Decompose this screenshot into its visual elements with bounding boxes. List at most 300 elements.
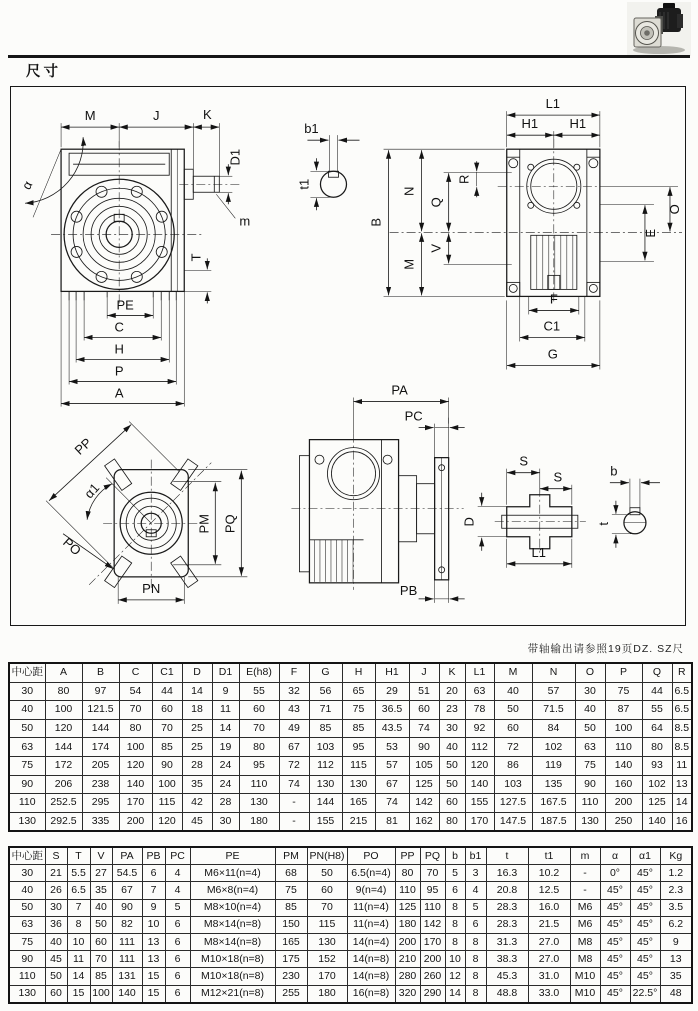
- table-cell: 131: [112, 968, 142, 985]
- table-cell: 90: [112, 899, 142, 916]
- table-cell: 6.5: [67, 882, 90, 899]
- table-cell: 56: [309, 682, 342, 701]
- table-cell: 112: [309, 756, 342, 775]
- divider-line: [8, 55, 690, 58]
- table-cell: 57: [375, 756, 409, 775]
- table-cell: 60: [307, 882, 347, 899]
- header-cell: t1: [528, 847, 570, 865]
- table-cell: 74: [409, 719, 439, 738]
- table-cell: M10×18(n=8): [190, 968, 275, 985]
- table-cell: 9(n=4): [347, 882, 395, 899]
- table-cell: 71: [309, 701, 342, 720]
- table-cell: 200: [605, 794, 642, 813]
- table-cell: 16(n=8): [347, 985, 395, 1003]
- table-cell: 43: [279, 701, 309, 720]
- table-cell: 63: [9, 738, 45, 757]
- table-cell: 4: [165, 882, 190, 899]
- table-cell: 32: [279, 682, 309, 701]
- header-cell: F: [279, 663, 309, 682]
- table-cell: 110: [605, 738, 642, 757]
- table-cell: 31.0: [528, 968, 570, 985]
- table-cell: 95: [342, 738, 375, 757]
- table-cell: 172: [45, 756, 82, 775]
- dim-label-b: b: [610, 463, 618, 479]
- table-cell: 112: [465, 738, 494, 757]
- table-cell: 165: [342, 794, 375, 813]
- table-cell: 27: [90, 865, 112, 882]
- dim-label-E: E: [642, 228, 658, 238]
- dim-label-A: A: [114, 385, 124, 401]
- table-cell: 0°: [600, 865, 630, 882]
- table-cell: M8×10(n=4): [190, 899, 275, 916]
- table-cell: 48: [660, 985, 692, 1003]
- table-cell: 22.5°: [630, 985, 660, 1003]
- table-cell: 142: [420, 916, 445, 933]
- table-row: [9, 951, 692, 968]
- dim-label-alpha1: α1: [81, 480, 103, 502]
- table-cell: 71.5: [532, 701, 575, 720]
- table-cell: 45°: [600, 882, 630, 899]
- dimension-table-2: [8, 846, 693, 1004]
- table-cell: 70: [152, 719, 182, 738]
- dim-label-D: D: [461, 517, 477, 527]
- table-cell: 100: [90, 985, 112, 1003]
- table-cell: 111: [112, 933, 142, 950]
- table-cell: 110: [9, 794, 45, 813]
- table-cell: 150: [275, 916, 307, 933]
- table-cell: 127.5: [494, 794, 532, 813]
- table-cell: 27.0: [528, 933, 570, 950]
- table-cell: 6.5: [672, 682, 692, 701]
- table-cell: 64: [642, 719, 672, 738]
- table-cell: 21: [45, 865, 67, 882]
- table-cell: 6: [165, 933, 190, 950]
- table-cell: 255: [275, 985, 307, 1003]
- header-cell: PQ: [420, 847, 445, 865]
- dim-label-R: R: [456, 174, 472, 184]
- table-cell: 50: [439, 756, 465, 775]
- table-cell: 28: [182, 756, 212, 775]
- table-cell: 95: [420, 882, 445, 899]
- header-cell: H: [342, 663, 375, 682]
- table-cell: 72: [279, 756, 309, 775]
- header-cell: N: [532, 663, 575, 682]
- input-shaft-section-detail: [296, 121, 359, 210]
- table-cell: 20.8: [486, 882, 528, 899]
- table-cell: 14: [182, 682, 212, 701]
- table-cell: 175: [275, 951, 307, 968]
- table-cell: 26: [45, 882, 67, 899]
- table-cell: 103: [309, 738, 342, 757]
- table-cell: M8: [570, 933, 600, 950]
- dim-label-F: F: [549, 291, 558, 307]
- table-cell: M10: [570, 968, 600, 985]
- table-cell: M12×21(n=8): [190, 985, 275, 1003]
- table-cell: M6: [570, 899, 600, 916]
- table-cell: 45°: [600, 916, 630, 933]
- table-cell: 13: [672, 775, 692, 794]
- header-cell: Kg: [660, 847, 692, 865]
- table-cell: 13: [142, 951, 165, 968]
- dim-label-M-side: M: [401, 258, 417, 270]
- table-cell: 205: [82, 756, 119, 775]
- table-cell: 85: [152, 738, 182, 757]
- table-cell: M10×18(n=8): [190, 951, 275, 968]
- dim-label-PA: PA: [391, 382, 408, 398]
- table-cell: 40: [575, 701, 605, 720]
- table-cell: 230: [275, 968, 307, 985]
- table-cell: 28.3: [486, 916, 528, 933]
- dim-label-T: T: [188, 253, 204, 262]
- table-cell: 125: [395, 899, 420, 916]
- table-cell: 54: [119, 682, 152, 701]
- header-cell: α1: [630, 847, 660, 865]
- table-cell: 125: [642, 794, 672, 813]
- table-cell: 75: [342, 701, 375, 720]
- table-cell: 30: [439, 719, 465, 738]
- table-cell: 30: [212, 812, 239, 831]
- table-cell: -: [570, 865, 600, 882]
- header-cell: K: [439, 663, 465, 682]
- table-cell: 260: [420, 968, 445, 985]
- header-cell: T: [67, 847, 90, 865]
- table-cell: 31.3: [486, 933, 528, 950]
- mount-side-view: [291, 383, 464, 603]
- table-cell: 130: [342, 775, 375, 794]
- table-cell: 8: [465, 951, 486, 968]
- table-cell: 25: [182, 719, 212, 738]
- dim-label-b1: b1: [304, 121, 319, 137]
- table-cell: 100: [119, 738, 152, 757]
- dim-label-J: J: [152, 108, 160, 124]
- table-cell: 45°: [600, 968, 630, 985]
- table-cell: 100: [605, 719, 642, 738]
- table-cell: 6: [142, 865, 165, 882]
- table-cell: 40: [439, 738, 465, 757]
- table-cell: 200: [420, 951, 445, 968]
- table-cell: M6×8(n=4): [190, 882, 275, 899]
- table-cell: 8: [465, 933, 486, 950]
- table-cell: 45°: [630, 951, 660, 968]
- table-row: [9, 682, 692, 701]
- table-cell: 36: [45, 916, 67, 933]
- table-cell: 70: [420, 865, 445, 882]
- table-cell: -: [279, 794, 309, 813]
- dim-label-PN: PN: [142, 580, 161, 596]
- header-cell: m: [570, 847, 600, 865]
- dim-label-PB: PB: [399, 582, 418, 598]
- side-view: [369, 96, 682, 369]
- table-cell: 67: [112, 882, 142, 899]
- dim-label-S-right: S: [553, 469, 563, 485]
- table-cell: 50: [45, 968, 67, 985]
- header-cell: A: [45, 663, 82, 682]
- table-cell: 13: [660, 951, 692, 968]
- table-cell: M6: [570, 916, 600, 933]
- table-cell: 200: [395, 933, 420, 950]
- table-row: [9, 968, 692, 985]
- header-cell: B: [82, 663, 119, 682]
- table-cell: 152: [307, 951, 347, 968]
- table-cell: 110: [420, 899, 445, 916]
- header-cell: PM: [275, 847, 307, 865]
- dim-label-K: K: [202, 107, 212, 123]
- table-cell: 120: [45, 719, 82, 738]
- table-cell: 30: [9, 682, 45, 701]
- drawing-panel: [10, 86, 686, 626]
- table-cell: 24: [212, 756, 239, 775]
- table-cell: 11: [67, 951, 90, 968]
- table-cell: 6: [165, 968, 190, 985]
- table-cell: 2.3: [660, 882, 692, 899]
- table-cell: 147.5: [494, 812, 532, 831]
- header-cell: PO: [347, 847, 395, 865]
- table-cell: 120: [152, 812, 182, 831]
- table-cell: 5: [465, 899, 486, 916]
- table-cell: 51: [409, 682, 439, 701]
- table-cell: 90: [9, 775, 45, 794]
- table-cell: 38.3: [486, 951, 528, 968]
- header-cell: O: [575, 663, 605, 682]
- header-cell: 中心距: [9, 847, 45, 865]
- table-cell: 70: [307, 899, 347, 916]
- table-cell: 20: [439, 682, 465, 701]
- table-cell: 45°: [600, 933, 630, 950]
- table-cell: 14: [672, 794, 692, 813]
- header-cell: E(h8): [239, 663, 279, 682]
- table-cell: 35: [90, 882, 112, 899]
- table-cell: 15: [67, 985, 90, 1003]
- technical-drawing: [11, 87, 685, 625]
- table-cell: 65: [342, 682, 375, 701]
- table-cell: 60: [494, 719, 532, 738]
- dim-label-PO: PO: [60, 534, 85, 559]
- table-cell: 167.5: [532, 794, 575, 813]
- table-cell: 44: [642, 682, 672, 701]
- table-row: [9, 794, 692, 813]
- table-cell: 40: [45, 933, 67, 950]
- table-cell: 60: [90, 933, 112, 950]
- table-cell: 110: [395, 882, 420, 899]
- table-cell: 210: [395, 951, 420, 968]
- table-cell: 155: [309, 812, 342, 831]
- table-row: [9, 916, 692, 933]
- table-cell: 111: [112, 951, 142, 968]
- table-cell: 57: [532, 682, 575, 701]
- table-cell: 125: [409, 775, 439, 794]
- table-cell: 130: [9, 985, 45, 1003]
- header-cell: 中心距: [9, 663, 45, 682]
- dim-label-t1: t1: [296, 178, 312, 190]
- table-cell: 144: [309, 794, 342, 813]
- table-cell: 45°: [630, 899, 660, 916]
- dim-label-N: N: [401, 186, 417, 196]
- table-cell: 290: [420, 985, 445, 1003]
- table-cell: 102: [532, 738, 575, 757]
- table-cell: 85: [309, 719, 342, 738]
- header-cell: P: [605, 663, 642, 682]
- table-cell: 82: [112, 916, 142, 933]
- table-cell: 10.2: [528, 865, 570, 882]
- dim-label-S-left: S: [519, 453, 529, 469]
- table-cell: 206: [45, 775, 82, 794]
- table-cell: 45°: [600, 899, 630, 916]
- table-cell: 25: [182, 738, 212, 757]
- table-cell: 14: [445, 985, 465, 1003]
- table-cell: 16.0: [528, 899, 570, 916]
- table-cell: 320: [395, 985, 420, 1003]
- table-cell: M8: [570, 951, 600, 968]
- table-cell: 45°: [630, 933, 660, 950]
- dim-label-t: t: [595, 521, 611, 526]
- table-header-row: [9, 663, 692, 682]
- table-cell: 119: [532, 756, 575, 775]
- header-cell: b1: [465, 847, 486, 865]
- table-cell: 49: [279, 719, 309, 738]
- table-cell: 50: [494, 701, 532, 720]
- table-cell: 180: [395, 916, 420, 933]
- table-cell: 100: [45, 701, 82, 720]
- table-cell: 102: [642, 775, 672, 794]
- table-cell: 60: [152, 701, 182, 720]
- table-cell: 97: [82, 682, 119, 701]
- dim-label-L1-shaft: L1: [531, 544, 547, 560]
- dim-label-B: B: [368, 217, 384, 227]
- table-cell: 45.3: [486, 968, 528, 985]
- table-cell: 5: [445, 865, 465, 882]
- table-cell: 7: [67, 899, 90, 916]
- table-cell: 78: [465, 701, 494, 720]
- table-cell: 335: [82, 812, 119, 831]
- table-cell: 63: [465, 682, 494, 701]
- table-cell: 250: [605, 812, 642, 831]
- table-cell: 67: [279, 738, 309, 757]
- table-cell: 12.5: [528, 882, 570, 899]
- header-cell: PC: [165, 847, 190, 865]
- header-cell: D: [182, 663, 212, 682]
- table-row: [9, 775, 692, 794]
- table-cell: 35: [660, 968, 692, 985]
- table-cell: 140: [465, 775, 494, 794]
- dim-label-H1-right: H1: [569, 116, 587, 132]
- table-cell: 12: [445, 968, 465, 985]
- table-cell: 95: [239, 756, 279, 775]
- table-cell: 162: [409, 812, 439, 831]
- table-cell: 10: [142, 916, 165, 933]
- table-cell: 144: [45, 738, 82, 757]
- table-cell: 75: [605, 682, 642, 701]
- table-cell: 55: [239, 682, 279, 701]
- table-cell: 53: [375, 738, 409, 757]
- table-cell: 130: [309, 775, 342, 794]
- table-cell: 50: [9, 719, 45, 738]
- table-row: [9, 812, 692, 831]
- table-cell: 200: [119, 812, 152, 831]
- table-cell: 86: [494, 756, 532, 775]
- table-cell: 6: [165, 985, 190, 1003]
- table-cell: 11: [212, 701, 239, 720]
- table-cell: 9: [660, 933, 692, 950]
- table-cell: 1.2: [660, 865, 692, 882]
- page-title: 尺寸: [26, 64, 61, 80]
- table-cell: 80: [439, 812, 465, 831]
- table-cell: 74: [279, 775, 309, 794]
- header-cell: J: [409, 663, 439, 682]
- table-cell: 215: [342, 812, 375, 831]
- header-cell: b: [445, 847, 465, 865]
- header-cell: C1: [152, 663, 182, 682]
- table-cell: 45°: [630, 916, 660, 933]
- table-cell: 45°: [600, 951, 630, 968]
- table-cell: 45: [182, 812, 212, 831]
- table-row: [9, 933, 692, 950]
- table-cell: 10: [67, 933, 90, 950]
- table-cell: 50: [307, 865, 347, 882]
- dim-label-O: O: [666, 204, 682, 215]
- table-cell: 50: [9, 899, 45, 916]
- table-cell: 29: [375, 682, 409, 701]
- table-cell: 140: [119, 775, 152, 794]
- table-cell: 8: [465, 985, 486, 1003]
- header-cell: D1: [212, 663, 239, 682]
- front-view: [19, 107, 251, 406]
- table-cell: 45°: [630, 865, 660, 882]
- table-cell: 115: [152, 794, 182, 813]
- table-cell: M8×14(n=8): [190, 916, 275, 933]
- table-row: [9, 719, 692, 738]
- table-cell: 60: [45, 985, 67, 1003]
- table-cell: 15: [142, 968, 165, 985]
- table-cell: 180: [307, 985, 347, 1003]
- table-cell: 3.5: [660, 899, 692, 916]
- header-cell: V: [90, 847, 112, 865]
- table-cell: 28.3: [486, 899, 528, 916]
- table-cell: 155: [465, 794, 494, 813]
- dim-label-m: m: [239, 213, 251, 229]
- table-cell: 80: [239, 738, 279, 757]
- table-cell: 295: [82, 794, 119, 813]
- table-cell: 30: [575, 682, 605, 701]
- table-cell: 165: [275, 933, 307, 950]
- header-cell: α: [600, 847, 630, 865]
- table-cell: 8: [445, 916, 465, 933]
- table-cell: 55: [642, 701, 672, 720]
- table-cell: 87: [605, 701, 642, 720]
- table-cell: 14: [212, 719, 239, 738]
- dim-label-M: M: [84, 108, 96, 124]
- dim-label-PM: PM: [196, 513, 212, 534]
- table-cell: 5: [165, 899, 190, 916]
- table-cell: 45°: [600, 985, 630, 1003]
- table-cell: 14: [67, 968, 90, 985]
- table-row: [9, 738, 692, 757]
- table-cell: 21.5: [528, 916, 570, 933]
- table-cell: 70: [239, 719, 279, 738]
- dim-label-V: V: [428, 244, 444, 253]
- table-cell: 160: [605, 775, 642, 794]
- table-cell: 24: [212, 775, 239, 794]
- table-cell: 18: [182, 701, 212, 720]
- table-cell: 8: [67, 916, 90, 933]
- header-cell: PE: [190, 847, 275, 865]
- dim-label-PQ: PQ: [222, 514, 238, 534]
- table-cell: 75: [275, 882, 307, 899]
- table-header-row: [9, 847, 692, 865]
- table-cell: 170: [119, 794, 152, 813]
- table-cell: 105: [409, 756, 439, 775]
- product-photo-gearbox: [627, 2, 691, 56]
- table-row: [9, 882, 692, 899]
